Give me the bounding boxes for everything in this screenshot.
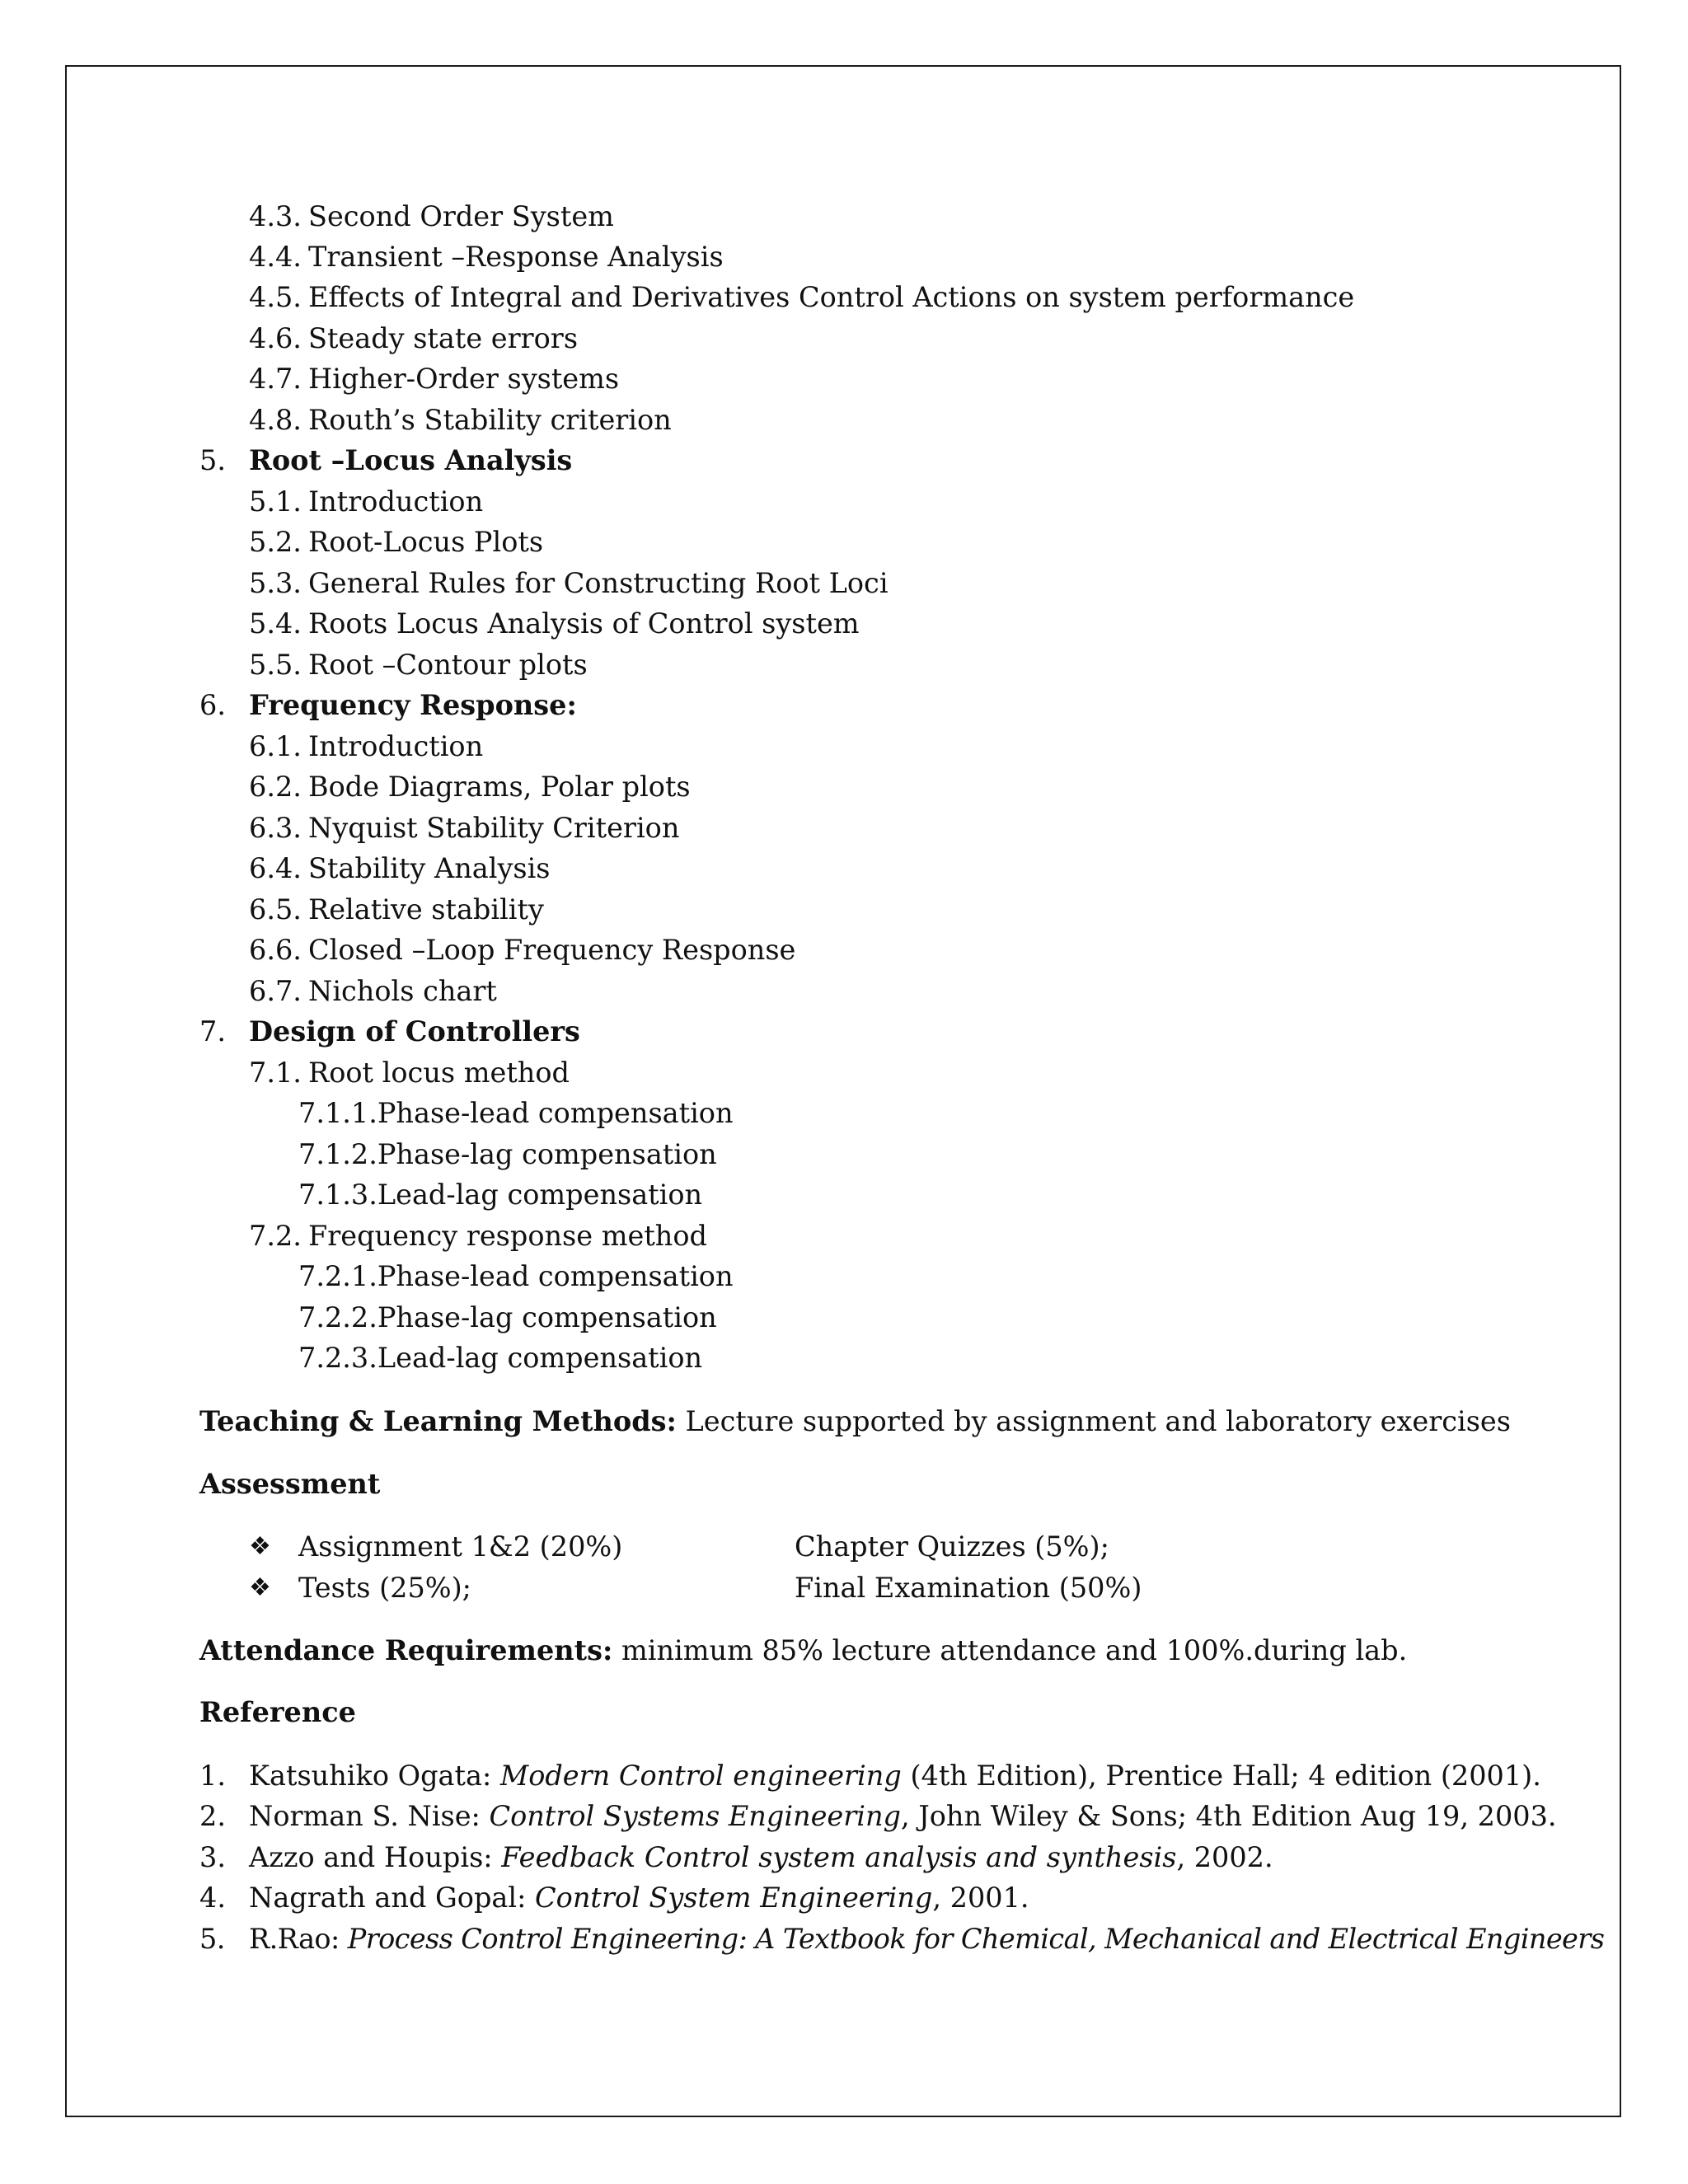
assessment-item-assignment: Assignment 1&2 (20%) — [298, 1530, 623, 1563]
outline-item-4-7 — [249, 363, 619, 396]
outline-item-6-7 — [249, 975, 497, 1008]
outline-item-5-4 — [249, 607, 860, 640]
reference-item — [199, 1923, 1604, 1956]
item-number: 7.1. — [249, 1057, 302, 1089]
outline-item-5-5 — [249, 649, 588, 682]
diamond-bullet-icon: ❖ — [249, 1573, 271, 1602]
reference-publisher: , 2001. — [932, 1882, 1029, 1914]
chapter-number: 5. — [199, 444, 226, 476]
outline-item-5-3 — [249, 567, 889, 600]
outline-item-4-8 — [249, 404, 672, 437]
item-number: 4.8. — [249, 404, 302, 436]
outline-item-7-2-2 — [298, 1301, 717, 1334]
outline-chapter-5 — [199, 444, 572, 477]
item-text: Effects of Integral and Derivatives Control Actions on system performance — [308, 281, 1355, 313]
item-text: Second Order System — [308, 200, 614, 232]
reference-author: Norman S. Nise: — [249, 1800, 490, 1832]
outline-item-6-1 — [249, 730, 483, 763]
reference-number: 1. — [199, 1760, 226, 1792]
item-text: Closed –Loop Frequency Response — [308, 934, 796, 966]
reference-publisher: , John Wiley & Sons; 4th Edition Aug 19, 2003. — [901, 1800, 1557, 1832]
item-text: General Rules for Constructing Root Loci — [308, 567, 889, 599]
item-number: 6.3. — [249, 812, 302, 844]
chapter-title: Root –Locus Analysis — [249, 444, 573, 476]
item-text: Relative stability — [308, 893, 544, 926]
attendance-label: Attendance Requirements: — [199, 1634, 613, 1666]
reference-author: Nagrath and Gopal: — [249, 1882, 536, 1914]
item-text: Introduction — [308, 485, 484, 518]
item-text: Frequency response method — [308, 1220, 707, 1252]
item-number: 5.4. — [249, 607, 302, 640]
item-text: Nyquist Stability Criterion — [308, 812, 680, 844]
outline-item-6-5 — [249, 893, 544, 926]
item-text: 7.2.2.Phase-lag compensation — [298, 1301, 717, 1333]
item-number: 7.2. — [249, 1220, 302, 1252]
outline-item-7-1 — [249, 1057, 570, 1090]
reference-author: R.Rao: — [249, 1923, 348, 1955]
outline-chapter-7 — [199, 1015, 580, 1048]
outline-item-7-2-1 — [298, 1260, 734, 1293]
item-text: 7.1.2.Phase-lag compensation — [298, 1138, 717, 1170]
item-number: 5.2. — [249, 526, 302, 558]
item-text: Bode Diagrams, Polar plots — [308, 771, 691, 803]
reference-item — [199, 1760, 1541, 1793]
item-text: 7.2.1.Phase-lead compensation — [298, 1260, 734, 1292]
item-number: 6.5. — [249, 893, 302, 926]
chapter-title: Design of Controllers — [249, 1015, 580, 1047]
attendance-text: minimum 85% lecture attendance and 100%.during lab. — [612, 1634, 1408, 1666]
outline-item-7-1-1 — [298, 1097, 734, 1130]
reference-title: Modern Control engineering — [499, 1760, 902, 1792]
item-number: 4.4. — [249, 241, 302, 273]
assessment-heading: Assessment — [199, 1468, 381, 1500]
reference-number: 3. — [199, 1841, 226, 1873]
assessment-item-tests: Tests (25%); — [298, 1572, 471, 1604]
item-number: 4.3. — [249, 200, 302, 232]
outline-item-7-2-3 — [298, 1342, 702, 1375]
reference-title: Control Systems Engineering — [489, 1800, 902, 1832]
item-number: 4.7. — [249, 363, 302, 395]
reference-title: Feedback Control system analysis and synthesis — [501, 1841, 1177, 1873]
reference-author: Katsuhiko Ogata: — [249, 1760, 500, 1792]
reference-item — [199, 1882, 1029, 1915]
item-number: 6.4. — [249, 852, 302, 884]
outline-item-4-5 — [249, 281, 1354, 314]
reference-item — [199, 1800, 1557, 1833]
chapter-number: 7. — [199, 1015, 226, 1047]
item-text: 7.2.3.Lead-lag compensation — [298, 1342, 703, 1374]
item-text: Higher-Order systems — [308, 363, 620, 395]
reference-number: 4. — [199, 1882, 226, 1914]
outline-item-5-2 — [249, 526, 543, 559]
assessment-item-quizzes: Chapter Quizzes (5%); — [795, 1530, 1109, 1563]
attendance-requirements — [199, 1634, 1407, 1667]
teaching-label: Teaching & Learning Methods: — [199, 1405, 677, 1437]
item-text: 7.1.1.Phase-lead compensation — [298, 1097, 734, 1129]
item-text: Root –Contour plots — [308, 649, 588, 681]
item-number: 6.2. — [249, 771, 302, 803]
item-text: Root-Locus Plots — [308, 526, 544, 558]
item-text: Transient –Response Analysis — [308, 241, 724, 273]
reference-item — [199, 1841, 1273, 1874]
item-number: 5.5. — [249, 649, 302, 681]
teaching-text: Lecture supported by assignment and laboratory exercises — [676, 1405, 1511, 1437]
teaching-methods — [199, 1405, 1511, 1438]
diamond-bullet-icon: ❖ — [249, 1532, 271, 1561]
reference-title: Process Control Engineering: A Textbook for Chemical, Mechanical and Electrical Engineers — [347, 1923, 1605, 1955]
outline-item-7-2 — [249, 1220, 707, 1253]
outline-item-7-1-3 — [298, 1179, 702, 1212]
item-number: 4.5. — [249, 281, 302, 313]
reference-publisher: (4th Edition), Prentice Hall; 4 edition (2001). — [901, 1760, 1541, 1792]
outline-chapter-6 — [199, 689, 577, 722]
item-text: Routh’s Stability criterion — [308, 404, 672, 436]
reference-number: 2. — [199, 1800, 226, 1832]
item-text: Nichols chart — [308, 975, 497, 1007]
outline-item-5-1 — [249, 485, 483, 518]
outline-item-7-1-2 — [298, 1138, 717, 1171]
reference-title: Control System Engineering — [535, 1882, 933, 1914]
item-text: Root locus method — [308, 1057, 570, 1089]
item-number: 6.6. — [249, 934, 302, 966]
item-number: 5.1. — [249, 485, 302, 518]
item-number: 4.6. — [249, 322, 302, 354]
chapter-number: 6. — [199, 689, 226, 721]
reference-author: Azzo and Houpis: — [249, 1841, 502, 1873]
reference-number: 5. — [199, 1923, 225, 1955]
chapter-title: Frequency Response: — [249, 689, 577, 721]
outline-item-6-2 — [249, 771, 691, 804]
reference-heading: Reference — [199, 1696, 356, 1728]
outline-item-6-3 — [249, 812, 679, 845]
item-number: 6.7. — [249, 975, 302, 1007]
item-number: 6.1. — [249, 730, 302, 762]
outline-item-6-6 — [249, 934, 795, 967]
assessment-item-final-exam: Final Examination (50%) — [795, 1572, 1142, 1604]
outline-item-6-4 — [249, 852, 551, 885]
item-number: 5.3. — [249, 567, 302, 599]
item-text: Steady state errors — [308, 322, 579, 354]
item-text: Introduction — [308, 730, 484, 762]
outline-item-4-4 — [249, 241, 724, 274]
outline-item-4-3 — [249, 200, 614, 233]
item-text: Roots Locus Analysis of Control system — [308, 607, 860, 640]
reference-publisher: , 2002. — [1176, 1841, 1273, 1873]
item-text: Stability Analysis — [308, 852, 551, 884]
outline-item-4-6 — [249, 322, 578, 355]
item-text: 7.1.3.Lead-lag compensation — [298, 1179, 703, 1211]
